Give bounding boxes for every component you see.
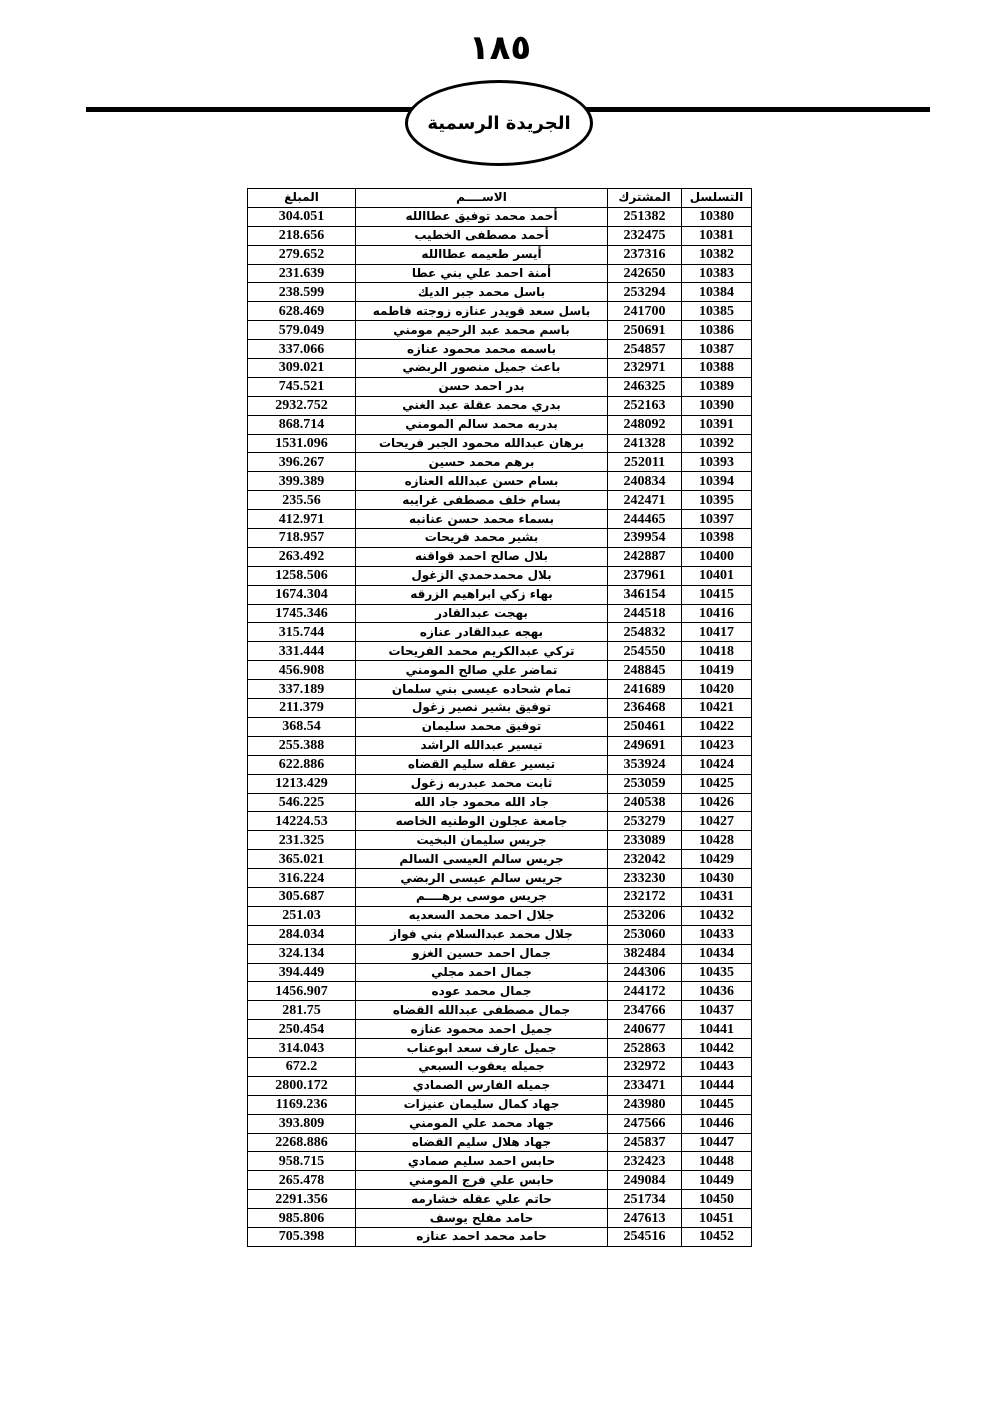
amount-cell: 337.066 bbox=[248, 340, 356, 359]
table-row bbox=[248, 1001, 752, 1020]
amount-cell: 1213.429 bbox=[248, 774, 356, 793]
table-row bbox=[248, 1114, 752, 1133]
amount-cell: 265.478 bbox=[248, 1171, 356, 1190]
name-cell: تمام شحاده عيسى بني سلمان bbox=[356, 680, 608, 699]
masthead-title: الجريدة الرسمية bbox=[427, 112, 571, 134]
table-row bbox=[248, 604, 752, 623]
subscriber-cell: 252863 bbox=[608, 1039, 682, 1058]
table-row bbox=[248, 245, 752, 264]
table-row bbox=[248, 264, 752, 283]
page-number: ١٨٥ bbox=[468, 28, 532, 68]
subscriber-cell: 241700 bbox=[608, 302, 682, 321]
table-row bbox=[248, 963, 752, 982]
amount-cell: 304.051 bbox=[248, 207, 356, 226]
subscriber-cell: 236468 bbox=[608, 699, 682, 718]
name-cell: باسم محمد عبد الرحيم مومني bbox=[356, 321, 608, 340]
amount-cell: 281.75 bbox=[248, 1001, 356, 1020]
name-cell: باسل محمد جبر الديك bbox=[356, 283, 608, 302]
table-row bbox=[248, 680, 752, 699]
subscriber-cell: 254516 bbox=[608, 1227, 682, 1246]
amount-cell: 309.021 bbox=[248, 359, 356, 378]
name-cell: بلال محمدحمدي الزغول bbox=[356, 566, 608, 585]
subscriber-cell: 250691 bbox=[608, 321, 682, 340]
amount-cell: 1531.096 bbox=[248, 434, 356, 453]
table-body bbox=[248, 207, 752, 1246]
name-cell: جميل احمد محمود عنازه bbox=[356, 1020, 608, 1039]
serial-cell: 10381 bbox=[682, 226, 752, 245]
table-row bbox=[248, 415, 752, 434]
serial-cell: 10415 bbox=[682, 585, 752, 604]
table-row bbox=[248, 1190, 752, 1209]
serial-cell: 10397 bbox=[682, 510, 752, 529]
amount-cell: 279.652 bbox=[248, 245, 356, 264]
name-cell: جريس سالم عيسى الربضي bbox=[356, 869, 608, 888]
amount-cell: 316.224 bbox=[248, 869, 356, 888]
amount-cell: 315.744 bbox=[248, 623, 356, 642]
name-cell: جريس موسى برهــــم bbox=[356, 887, 608, 906]
serial-cell: 10380 bbox=[682, 207, 752, 226]
serial-cell: 10428 bbox=[682, 831, 752, 850]
table-row bbox=[248, 1133, 752, 1152]
subscriber-cell: 253294 bbox=[608, 283, 682, 302]
serial-cell: 10391 bbox=[682, 415, 752, 434]
subscriber-cell: 248092 bbox=[608, 415, 682, 434]
subscriber-cell: 253206 bbox=[608, 906, 682, 925]
table-row bbox=[248, 1171, 752, 1190]
amount-cell: 412.971 bbox=[248, 510, 356, 529]
name-cell: حاتم علي عقله خشارمه bbox=[356, 1190, 608, 1209]
subscriber-cell: 244465 bbox=[608, 510, 682, 529]
name-cell: جمال مصطفى عبدالله القضاه bbox=[356, 1001, 608, 1020]
name-cell: باسمه محمد محمود عنازه bbox=[356, 340, 608, 359]
subscriber-cell: 353924 bbox=[608, 755, 682, 774]
subscriber-cell: 247613 bbox=[608, 1209, 682, 1228]
amount-cell: 263.492 bbox=[248, 547, 356, 566]
name-cell: تماضر علي صالح المومني bbox=[356, 661, 608, 680]
name-cell: جامعة عجلون الوطنيه الخاصه bbox=[356, 812, 608, 831]
amount-cell: 718.957 bbox=[248, 529, 356, 548]
amount-cell: 672.2 bbox=[248, 1057, 356, 1076]
serial-cell: 10447 bbox=[682, 1133, 752, 1152]
serial-cell: 10394 bbox=[682, 472, 752, 491]
subscriber-cell: 252011 bbox=[608, 453, 682, 472]
table-row bbox=[248, 1152, 752, 1171]
table-row bbox=[248, 774, 752, 793]
name-cell: بلال صالح احمد قواقنه bbox=[356, 547, 608, 566]
serial-cell: 10383 bbox=[682, 264, 752, 283]
name-cell: جلال محمد عبدالسلام بني فواز bbox=[356, 925, 608, 944]
serial-cell: 10416 bbox=[682, 604, 752, 623]
name-cell: أحمد مصطفى الخطيب bbox=[356, 226, 608, 245]
amount-cell: 314.043 bbox=[248, 1039, 356, 1058]
subscriber-cell: 232042 bbox=[608, 850, 682, 869]
subscriber-cell: 253279 bbox=[608, 812, 682, 831]
table-row bbox=[248, 1076, 752, 1095]
subscriber-cell: 247566 bbox=[608, 1114, 682, 1133]
amount-cell: 238.599 bbox=[248, 283, 356, 302]
name-cell: جهاد محمد علي المومني bbox=[356, 1114, 608, 1133]
subscriber-cell: 232972 bbox=[608, 1057, 682, 1076]
subscriber-cell: 254550 bbox=[608, 642, 682, 661]
amount-cell: 14224.53 bbox=[248, 812, 356, 831]
name-cell: جهاد هلال سليم القضاه bbox=[356, 1133, 608, 1152]
subscriber-cell: 237316 bbox=[608, 245, 682, 264]
subscriber-cell: 252163 bbox=[608, 396, 682, 415]
name-cell: جهاد كمال سليمان عنيزات bbox=[356, 1095, 608, 1114]
name-cell: برهم محمد حسين bbox=[356, 453, 608, 472]
amount-cell: 393.809 bbox=[248, 1114, 356, 1133]
subscriber-cell: 239954 bbox=[608, 529, 682, 548]
amount-cell: 250.454 bbox=[248, 1020, 356, 1039]
name-cell: أيسر طعيمه عطاالله bbox=[356, 245, 608, 264]
serial-cell: 10426 bbox=[682, 793, 752, 812]
table-row bbox=[248, 207, 752, 226]
serial-cell: 10425 bbox=[682, 774, 752, 793]
table-row bbox=[248, 642, 752, 661]
table-row bbox=[248, 453, 752, 472]
amount-cell: 305.687 bbox=[248, 887, 356, 906]
subscriber-cell: 244306 bbox=[608, 963, 682, 982]
table-row bbox=[248, 585, 752, 604]
subscriber-cell: 249691 bbox=[608, 736, 682, 755]
table-row bbox=[248, 434, 752, 453]
table-row bbox=[248, 944, 752, 963]
amount-cell: 324.134 bbox=[248, 944, 356, 963]
amount-cell: 284.034 bbox=[248, 925, 356, 944]
subscriber-cell: 251382 bbox=[608, 207, 682, 226]
header-amount: المبلغ bbox=[248, 189, 356, 208]
name-cell: جمال احمد حسين الغزو bbox=[356, 944, 608, 963]
subscriber-cell: 249084 bbox=[608, 1171, 682, 1190]
subscriber-cell: 233471 bbox=[608, 1076, 682, 1095]
amount-cell: 579.049 bbox=[248, 321, 356, 340]
name-cell: بسام خلف مصطفى غرايبه bbox=[356, 491, 608, 510]
subscriber-cell: 253059 bbox=[608, 774, 682, 793]
name-cell: بدر احمد حسن bbox=[356, 377, 608, 396]
serial-cell: 10432 bbox=[682, 906, 752, 925]
table-row bbox=[248, 1209, 752, 1228]
name-cell: جمال احمد مجلي bbox=[356, 963, 608, 982]
serial-cell: 10422 bbox=[682, 717, 752, 736]
amount-cell: 396.267 bbox=[248, 453, 356, 472]
subscriber-cell: 254832 bbox=[608, 623, 682, 642]
name-cell: باسل سعد قويدر عنازه زوجته فاطمه bbox=[356, 302, 608, 321]
serial-cell: 10445 bbox=[682, 1095, 752, 1114]
name-cell: أمنة احمد علي بني عطا bbox=[356, 264, 608, 283]
amount-cell: 705.398 bbox=[248, 1227, 356, 1246]
table-row bbox=[248, 529, 752, 548]
table-row bbox=[248, 755, 752, 774]
name-cell: بهجت عبدالقادر bbox=[356, 604, 608, 623]
table-row bbox=[248, 226, 752, 245]
serial-cell: 10388 bbox=[682, 359, 752, 378]
name-cell: بسماء محمد حسن عنانبه bbox=[356, 510, 608, 529]
amount-cell: 2268.886 bbox=[248, 1133, 356, 1152]
amount-cell: 235.56 bbox=[248, 491, 356, 510]
name-cell: حابس احمد سليم صمادي bbox=[356, 1152, 608, 1171]
name-cell: تيسير عبدالله الراشد bbox=[356, 736, 608, 755]
amount-cell: 251.03 bbox=[248, 906, 356, 925]
subscriber-cell: 240834 bbox=[608, 472, 682, 491]
subscriber-cell: 243980 bbox=[608, 1095, 682, 1114]
serial-cell: 10385 bbox=[682, 302, 752, 321]
table-row bbox=[248, 1095, 752, 1114]
serial-cell: 10452 bbox=[682, 1227, 752, 1246]
table-row bbox=[248, 623, 752, 642]
table-row bbox=[248, 321, 752, 340]
table-row bbox=[248, 472, 752, 491]
subscriber-cell: 232172 bbox=[608, 887, 682, 906]
subscriber-cell: 242887 bbox=[608, 547, 682, 566]
amount-cell: 399.389 bbox=[248, 472, 356, 491]
amount-cell: 2291.356 bbox=[248, 1190, 356, 1209]
amount-cell: 546.225 bbox=[248, 793, 356, 812]
name-cell: جميل عارف سعد ابوعناب bbox=[356, 1039, 608, 1058]
table-row bbox=[248, 491, 752, 510]
amount-cell: 985.806 bbox=[248, 1209, 356, 1228]
name-cell: باعث جميل منصور الربضي bbox=[356, 359, 608, 378]
subscriber-cell: 234766 bbox=[608, 1001, 682, 1020]
subscriber-cell: 248845 bbox=[608, 661, 682, 680]
table-row bbox=[248, 661, 752, 680]
table-row bbox=[248, 831, 752, 850]
serial-cell: 10430 bbox=[682, 869, 752, 888]
serial-cell: 10387 bbox=[682, 340, 752, 359]
subscriber-cell: 233230 bbox=[608, 869, 682, 888]
serial-cell: 10384 bbox=[682, 283, 752, 302]
amount-cell: 255.388 bbox=[248, 736, 356, 755]
amount-cell: 365.021 bbox=[248, 850, 356, 869]
serial-cell: 10424 bbox=[682, 755, 752, 774]
serial-cell: 10436 bbox=[682, 982, 752, 1001]
table-row bbox=[248, 566, 752, 585]
serial-cell: 10446 bbox=[682, 1114, 752, 1133]
name-cell: برهان عبدالله محمود الجبر فريحات bbox=[356, 434, 608, 453]
header-name: الاســــم bbox=[356, 189, 608, 208]
table-row bbox=[248, 736, 752, 755]
table-row bbox=[248, 982, 752, 1001]
serial-cell: 10435 bbox=[682, 963, 752, 982]
serial-cell: 10423 bbox=[682, 736, 752, 755]
serial-cell: 10382 bbox=[682, 245, 752, 264]
serial-cell: 10400 bbox=[682, 547, 752, 566]
table-row bbox=[248, 812, 752, 831]
amount-cell: 958.715 bbox=[248, 1152, 356, 1171]
name-cell: بسام حسن عبدالله العنازه bbox=[356, 472, 608, 491]
serial-cell: 10417 bbox=[682, 623, 752, 642]
amount-cell: 622.886 bbox=[248, 755, 356, 774]
serial-cell: 10420 bbox=[682, 680, 752, 699]
serial-cell: 10386 bbox=[682, 321, 752, 340]
serial-cell: 10441 bbox=[682, 1020, 752, 1039]
subscriber-cell: 246325 bbox=[608, 377, 682, 396]
serial-cell: 10431 bbox=[682, 887, 752, 906]
amount-cell: 1258.506 bbox=[248, 566, 356, 585]
subscriber-cell: 382484 bbox=[608, 944, 682, 963]
table-row bbox=[248, 869, 752, 888]
payments-table bbox=[247, 188, 752, 1247]
table-row bbox=[248, 1020, 752, 1039]
name-cell: حامد محمد احمد عنازه bbox=[356, 1227, 608, 1246]
table-row bbox=[248, 1039, 752, 1058]
amount-cell: 1674.304 bbox=[248, 585, 356, 604]
table-row bbox=[248, 377, 752, 396]
serial-cell: 10398 bbox=[682, 529, 752, 548]
subscriber-cell: 244518 bbox=[608, 604, 682, 623]
serial-cell: 10437 bbox=[682, 1001, 752, 1020]
amount-cell: 218.656 bbox=[248, 226, 356, 245]
subscriber-cell: 244172 bbox=[608, 982, 682, 1001]
subscriber-cell: 232423 bbox=[608, 1152, 682, 1171]
table-row bbox=[248, 699, 752, 718]
amount-cell: 2932.752 bbox=[248, 396, 356, 415]
serial-cell: 10433 bbox=[682, 925, 752, 944]
amount-cell: 368.54 bbox=[248, 717, 356, 736]
serial-cell: 10419 bbox=[682, 661, 752, 680]
name-cell: تيسير عقله سليم القضاه bbox=[356, 755, 608, 774]
amount-cell: 2800.172 bbox=[248, 1076, 356, 1095]
table-row bbox=[248, 359, 752, 378]
amount-cell: 868.714 bbox=[248, 415, 356, 434]
table-row bbox=[248, 1057, 752, 1076]
amount-cell: 456.908 bbox=[248, 661, 356, 680]
name-cell: جريس سالم العيسى السالم bbox=[356, 850, 608, 869]
serial-cell: 10395 bbox=[682, 491, 752, 510]
name-cell: جاد الله محمود جاد الله bbox=[356, 793, 608, 812]
name-cell: جلال احمد محمد السعديه bbox=[356, 906, 608, 925]
name-cell: بهاء زكي ابراهيم الزرقه bbox=[356, 585, 608, 604]
name-cell: جمال محمد عوده bbox=[356, 982, 608, 1001]
serial-cell: 10448 bbox=[682, 1152, 752, 1171]
amount-cell: 211.379 bbox=[248, 699, 356, 718]
name-cell: ثابت محمد عبدربه زغول bbox=[356, 774, 608, 793]
serial-cell: 10392 bbox=[682, 434, 752, 453]
table-row bbox=[248, 906, 752, 925]
serial-cell: 10401 bbox=[682, 566, 752, 585]
name-cell: جميله يعقوب السبعي bbox=[356, 1057, 608, 1076]
name-cell: توفيق محمد سليمان bbox=[356, 717, 608, 736]
amount-cell: 331.444 bbox=[248, 642, 356, 661]
amount-cell: 1169.236 bbox=[248, 1095, 356, 1114]
name-cell: بدريه محمد سالم المومني bbox=[356, 415, 608, 434]
subscriber-cell: 245837 bbox=[608, 1133, 682, 1152]
name-cell: جريس سليمان البخيت bbox=[356, 831, 608, 850]
subscriber-cell: 253060 bbox=[608, 925, 682, 944]
subscriber-cell: 241328 bbox=[608, 434, 682, 453]
name-cell: توفيق بشير نصير زغول bbox=[356, 699, 608, 718]
serial-cell: 10429 bbox=[682, 850, 752, 869]
subscriber-cell: 254857 bbox=[608, 340, 682, 359]
table-row bbox=[248, 850, 752, 869]
amount-cell: 1745.346 bbox=[248, 604, 356, 623]
header-subscriber: المشترك bbox=[608, 189, 682, 208]
name-cell: تركي عبدالكريم محمد الفريحات bbox=[356, 642, 608, 661]
serial-cell: 10393 bbox=[682, 453, 752, 472]
serial-cell: 10451 bbox=[682, 1209, 752, 1228]
serial-cell: 10443 bbox=[682, 1057, 752, 1076]
table-row bbox=[248, 887, 752, 906]
name-cell: جميله الفارس الصمادي bbox=[356, 1076, 608, 1095]
serial-cell: 10449 bbox=[682, 1171, 752, 1190]
amount-cell: 231.639 bbox=[248, 264, 356, 283]
amount-cell: 337.189 bbox=[248, 680, 356, 699]
subscriber-cell: 232475 bbox=[608, 226, 682, 245]
name-cell: بدري محمد عقلة عبد الغني bbox=[356, 396, 608, 415]
subscriber-cell: 346154 bbox=[608, 585, 682, 604]
amount-cell: 394.449 bbox=[248, 963, 356, 982]
serial-cell: 10442 bbox=[682, 1039, 752, 1058]
name-cell: حامد مفلح يوسف bbox=[356, 1209, 608, 1228]
table-row bbox=[248, 396, 752, 415]
subscriber-cell: 242650 bbox=[608, 264, 682, 283]
amount-cell: 1456.907 bbox=[248, 982, 356, 1001]
subscriber-cell: 232971 bbox=[608, 359, 682, 378]
serial-cell: 10427 bbox=[682, 812, 752, 831]
table-row bbox=[248, 547, 752, 566]
table-row bbox=[248, 793, 752, 812]
serial-cell: 10434 bbox=[682, 944, 752, 963]
subscriber-cell: 240538 bbox=[608, 793, 682, 812]
name-cell: أحمد محمد توفيق عطاالله bbox=[356, 207, 608, 226]
amount-cell: 745.521 bbox=[248, 377, 356, 396]
table-row bbox=[248, 302, 752, 321]
name-cell: بهجه عبدالقادر عنازه bbox=[356, 623, 608, 642]
table-row bbox=[248, 283, 752, 302]
table-row bbox=[248, 510, 752, 529]
header-serial: التسلسل bbox=[682, 189, 752, 208]
serial-cell: 10418 bbox=[682, 642, 752, 661]
table-row bbox=[248, 717, 752, 736]
name-cell: بشير محمد فريحات bbox=[356, 529, 608, 548]
amount-cell: 628.469 bbox=[248, 302, 356, 321]
serial-cell: 10389 bbox=[682, 377, 752, 396]
table-row bbox=[248, 1227, 752, 1246]
subscriber-cell: 240677 bbox=[608, 1020, 682, 1039]
subscriber-cell: 250461 bbox=[608, 717, 682, 736]
table-header-row bbox=[248, 189, 752, 208]
serial-cell: 10421 bbox=[682, 699, 752, 718]
serial-cell: 10444 bbox=[682, 1076, 752, 1095]
subscriber-cell: 233089 bbox=[608, 831, 682, 850]
amount-cell: 231.325 bbox=[248, 831, 356, 850]
subscriber-cell: 251734 bbox=[608, 1190, 682, 1209]
name-cell: حابس علي فرج المومني bbox=[356, 1171, 608, 1190]
subscriber-cell: 242471 bbox=[608, 491, 682, 510]
table-row bbox=[248, 340, 752, 359]
subscriber-cell: 237961 bbox=[608, 566, 682, 585]
table-row bbox=[248, 925, 752, 944]
serial-cell: 10450 bbox=[682, 1190, 752, 1209]
subscriber-cell: 241689 bbox=[608, 680, 682, 699]
masthead-oval bbox=[405, 80, 593, 166]
serial-cell: 10390 bbox=[682, 396, 752, 415]
